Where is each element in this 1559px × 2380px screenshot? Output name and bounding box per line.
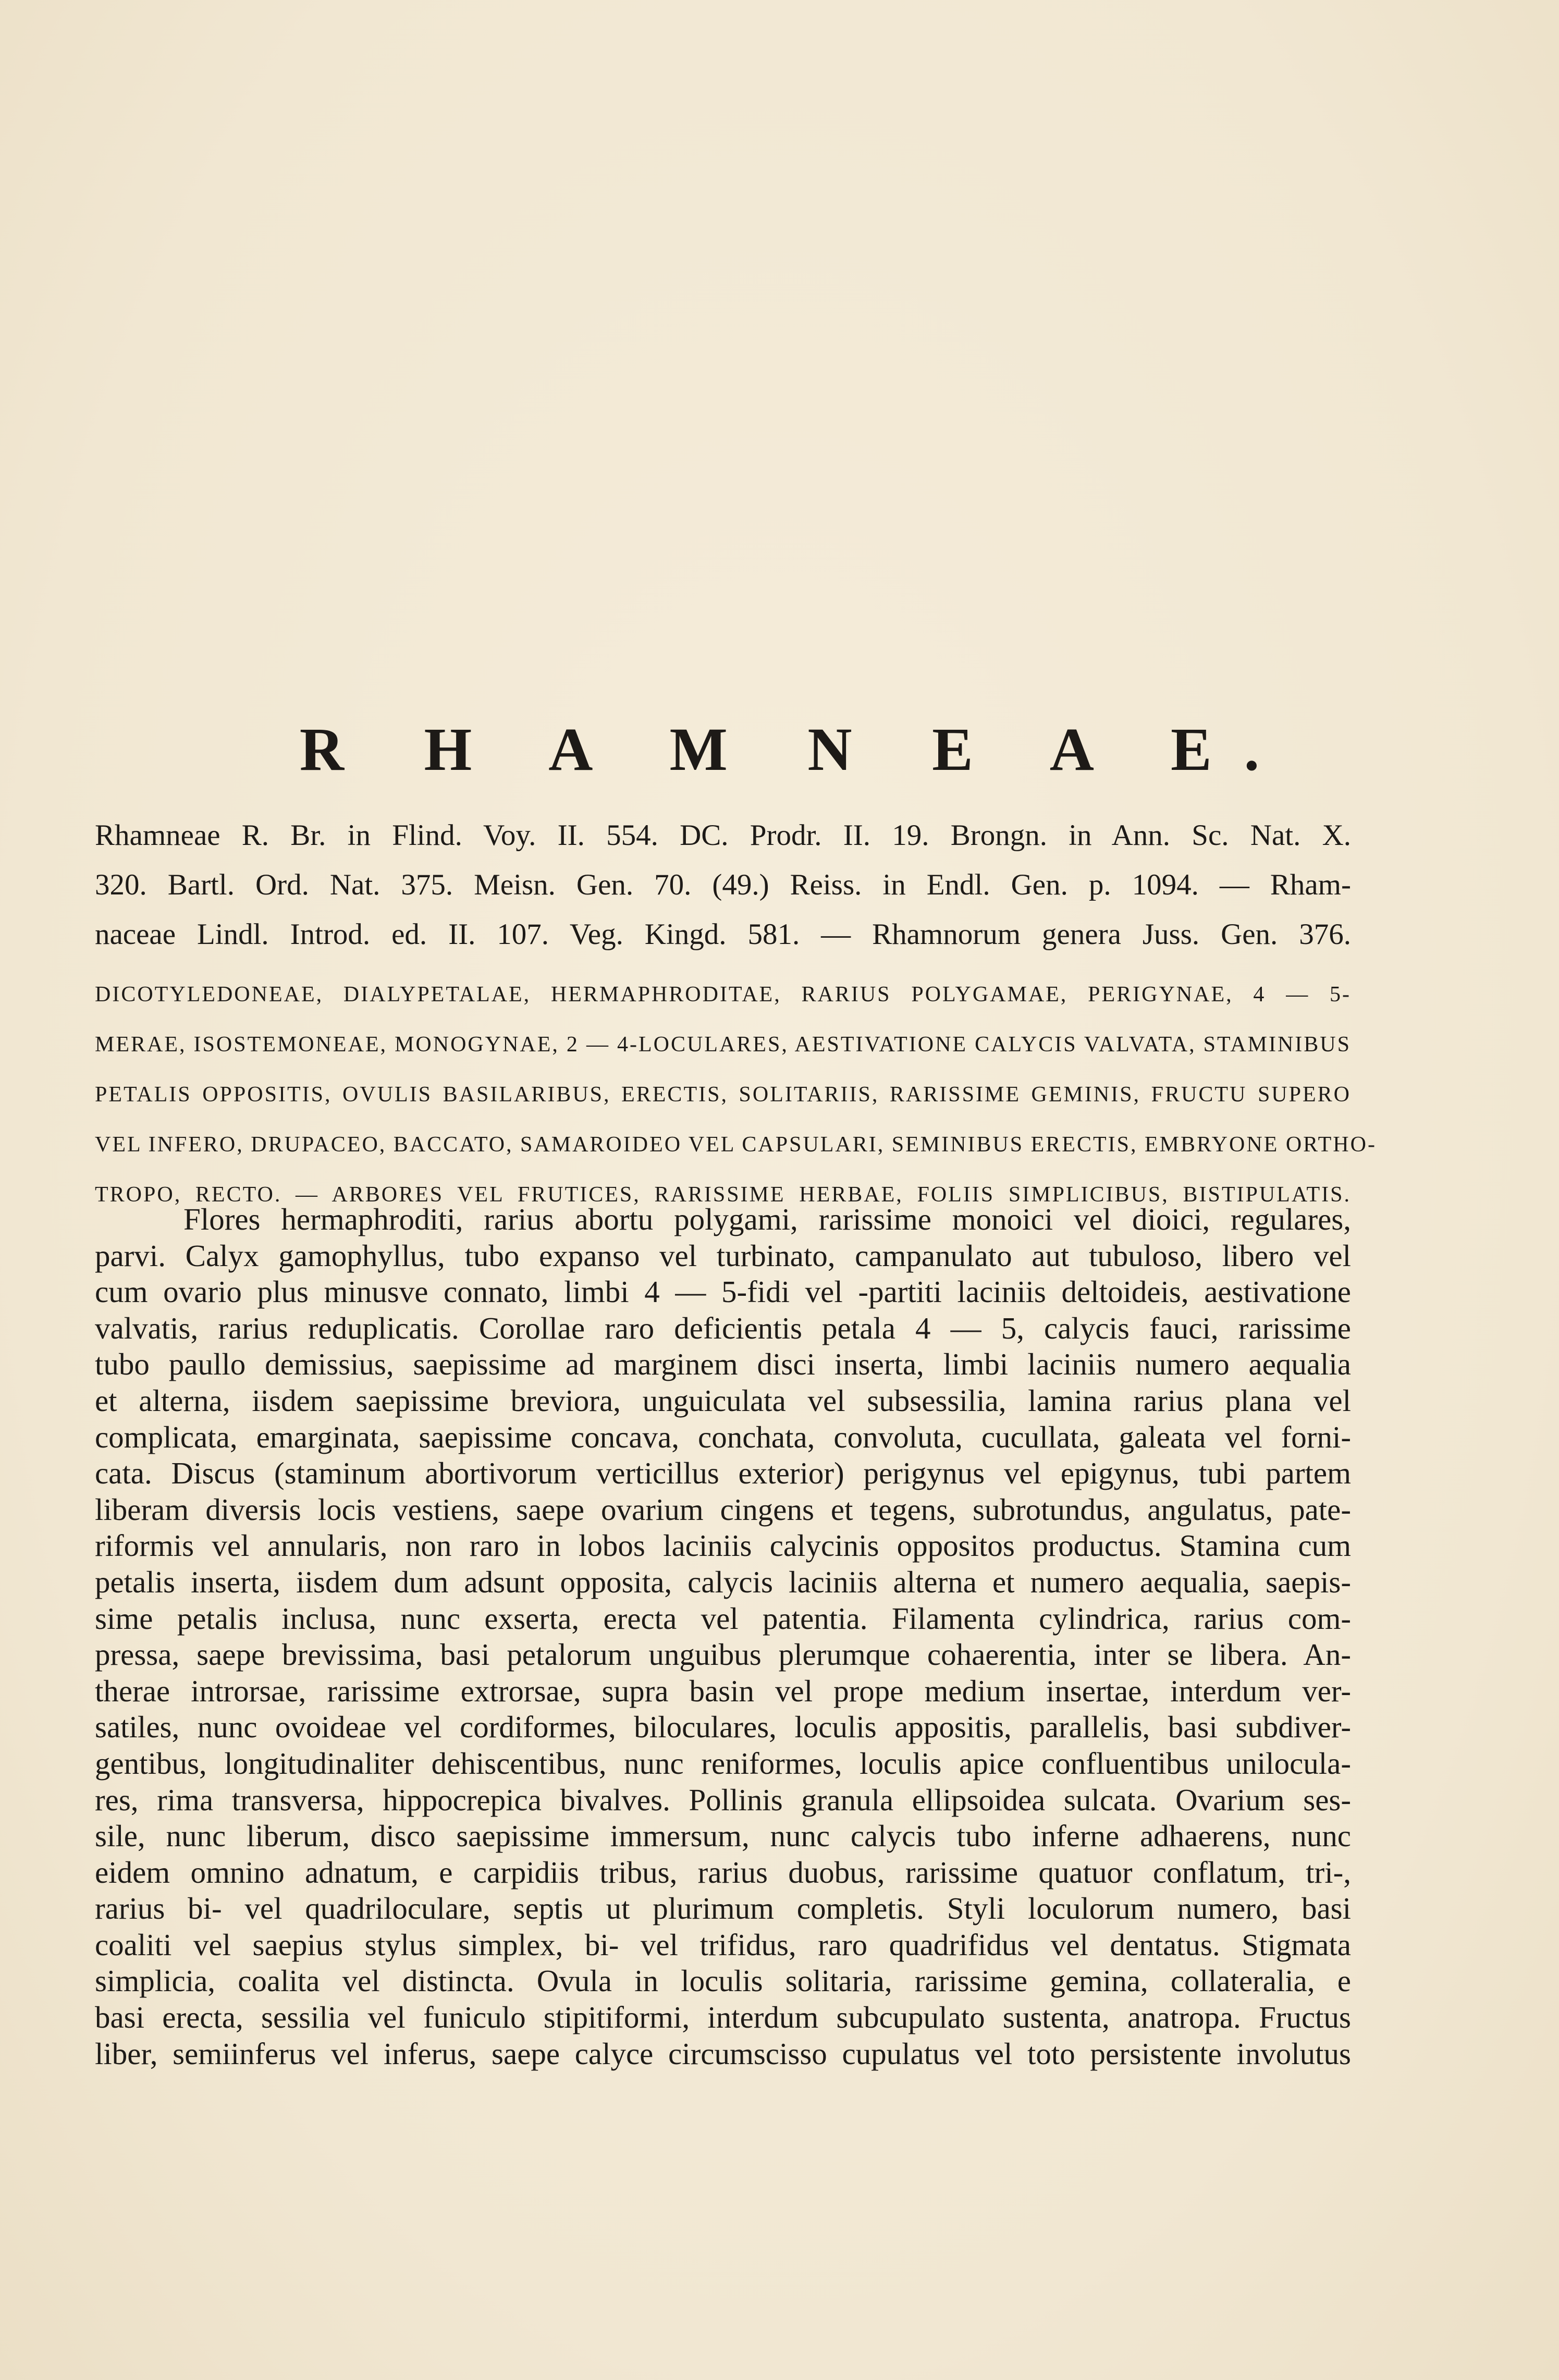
body-line: gentibus, longitudinaliter dehiscentibus, nunc reniformes, loculis apice confluentibus unilocula-	[95, 1746, 1351, 1781]
body-line: sime petalis inclusa, nunc exserta, erecta vel patentia. Filamenta cylindrica, rarius com-	[95, 1601, 1351, 1636]
description-paragraph	[95, 1201, 1351, 2072]
character-line: PETALIS OPPOSITIS, OVULIS BASILARIBUS, ERECTIS, SOLITARIIS, RARISSIME GEMINIS, FRUCTU SUPERO	[95, 1083, 1351, 1107]
synonymy-line-2: 320. Bartl. Ord. Nat. 375. Meisn. Gen. 70. (49.) Reiss. in Endl. Gen. p. 1094. — Rham-	[95, 868, 1351, 901]
page-title: R H A M N E A E.	[299, 715, 1292, 783]
body-line: Flores hermaphroditi, rarius abortu polygami, rarissime monoici vel dioici, regulares,	[183, 1202, 1351, 1236]
body-line: liberam diversis locis vestiens, saepe ovarium cingens et tegens, subrotundus, angulatus, pate-	[95, 1492, 1351, 1527]
body-line: complicata, emarginata, saepissime concava, conchata, convoluta, cucullata, galeata vel forni-	[95, 1419, 1351, 1454]
character-line: DICOTYLEDONEAE, DIALYPETALAE, HERMAPHRODITAE, RARIUS POLYGAMAE, PERIGYNAE, 4 — 5-	[95, 983, 1351, 1007]
body-line: riformis vel annularis, non raro in lobos laciniis calycinis oppositos productus. Stamina cum	[95, 1528, 1351, 1563]
body-line: coaliti vel saepius stylus simplex, bi- vel trifidus, raro quadrifidus vel dentatus. Stigmata	[95, 1927, 1351, 1962]
family-character	[95, 970, 1377, 1220]
body-line: parvi. Calyx gamophyllus, tubo expanso vel turbinato, campanulato aut tubuloso, libero vel	[95, 1238, 1351, 1273]
body-line: cum ovario plus minusve connato, limbi 4 — 5-fidi vel -partiti laciniis deltoideis, aestivatione	[95, 1274, 1351, 1309]
character-line: VEL INFERO, DRUPACEO, BACCATO, SAMAROIDEO VEL CAPSULARI, SEMINIBUS ERECTIS, EMBRYONE ORTHO-	[95, 1133, 1377, 1157]
body-line: sile, nunc liberum, disco saepissime immersum, nunc calycis tubo inferne adhaerens, nunc	[95, 1819, 1351, 1854]
body-line: therae introrsae, rarissime extrorsae, supra basin vel prope medium insertae, interdum ver-	[95, 1673, 1351, 1708]
character-line: TROPO, RECTO. — ARBORES VEL FRUTICES, RARISSIME HERBAE, FOLIIS SIMPLICIBUS, BISTIPULATIS.	[95, 1183, 1351, 1207]
body-line: petalis inserta, iisdem dum adsunt opposita, calycis laciniis alterna et numero aequalia, saepis-	[95, 1564, 1351, 1599]
body-line: basi erecta, sessilia vel funiculo stipitiformi, interdum subcupulato sustenta, anatropa. Fructus	[95, 2000, 1351, 2035]
body-line: simplicia, coalita vel distincta. Ovula in loculis solitaria, rarissime gemina, collateralia, e	[95, 1964, 1351, 1998]
body-line: liber, semiinferus vel inferus, saepe calyce circumscisso cupulatus vel toto persistente involutus	[95, 2036, 1351, 2071]
body-line: rarius bi- vel quadriloculare, septis ut plurimum completis. Styli loculorum numero, basi	[95, 1891, 1351, 1926]
body-line: et alterna, iisdem saepissime breviora, unguiculata vel subsessilia, lamina rarius plana vel	[95, 1383, 1351, 1418]
body-line: satiles, nunc ovoideae vel cordiformes, biloculares, loculis appositis, parallelis, basi subdiver-	[95, 1710, 1351, 1745]
character-line: MERAE, ISOSTEMONEAE, MONOGYNAE, 2 — 4-LOCULARES, AESTIVATIONE CALYCIS VALVATA, STAMINIBUS	[95, 1033, 1351, 1057]
body-line: res, rima transversa, hippocrepica bivalves. Pollinis granula ellipsoidea sulcata. Ovarium ses-	[95, 1782, 1351, 1817]
body-line: cata. Discus (staminum abortivorum verticillus exterior) perigynus vel epigynus, tubi partem	[95, 1456, 1351, 1491]
body-line: tubo paullo demissius, saepissime ad marginem disci inserta, limbi laciniis numero aequalia	[95, 1347, 1351, 1382]
body-line: pressa, saepe brevissima, basi petalorum unguibus plerumque cohaerentia, inter se libera. An-	[95, 1637, 1351, 1672]
synonymy-line-3: naceae Lindl. Introd. ed. II. 107. Veg. Kingd. 581. — Rhamnorum genera Juss. Gen. 376.	[95, 918, 1351, 951]
body-line: eidem omnino adnatum, e carpidiis tribus, rarius duobus, rarissime quatuor conflatum, tri-,	[95, 1855, 1351, 1890]
synonymy-line-1: Rhamneae R. Br. in Flind. Voy. II. 554. DC. Prodr. II. 19. Brongn. in Ann. Sc. Nat. X.	[95, 819, 1351, 852]
body-line: valvatis, rarius reduplicatis. Corollae raro deficientis petala 4 — 5, calycis fauci, rarissime	[95, 1310, 1351, 1345]
